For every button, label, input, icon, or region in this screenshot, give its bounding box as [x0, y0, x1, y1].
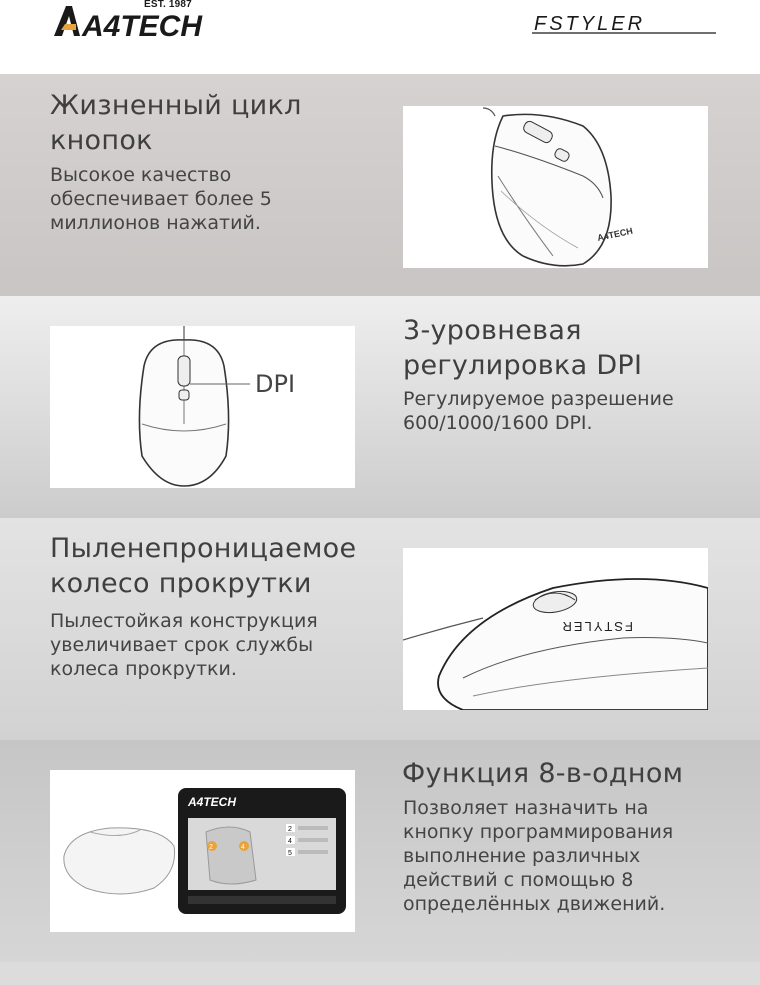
- brand-logo-text: A4TECH: [82, 10, 203, 42]
- section-title: 3-уровневая регулировка DPI: [403, 315, 643, 381]
- mouse-marker: 2: [209, 844, 213, 851]
- svg-text:DPI: DPI: [255, 370, 296, 398]
- software-image: [50, 770, 355, 932]
- software-slot: 4: [288, 838, 292, 845]
- mouse-sketch-image: [403, 106, 708, 268]
- section-description: Позволяет назначить на кнопку программирования выполнение различных действий с помощью 8 определённых движений.: [403, 797, 674, 915]
- section-description: Регулируемое разрешение 600/1000/1600 DPI.: [403, 388, 674, 434]
- section-title: Пыленепроницаемое колесо прокрутки: [50, 533, 357, 599]
- svg-text:A4TECH: A4TECH: [188, 795, 237, 809]
- section-description: Пылестойкая конструкция увеличивает срок службы колеса прокрутки.: [50, 610, 318, 680]
- mouse-dpi-image: [50, 326, 355, 488]
- page-header: [0, 0, 760, 74]
- section-title: Жизненный цикл кнопок: [50, 90, 302, 156]
- software-slot: 2: [288, 826, 292, 833]
- page-footer: [0, 962, 760, 985]
- svg-text:A4TECH: A4TECH: [596, 225, 634, 243]
- scroll-wheel-sketch-image: [403, 548, 708, 710]
- section-description: Высокое качество обеспечивает более 5 миллионов нажатий.: [50, 164, 272, 234]
- product-logo-text: FSTYLER: [534, 13, 646, 35]
- mouse-marker: 4: [241, 844, 245, 851]
- brand-est-label: EST. 1987: [144, 0, 192, 10]
- section-title: Функция 8-в-одном: [402, 758, 684, 789]
- fstyler-logo: [530, 8, 720, 38]
- software-slot: 5: [288, 850, 292, 857]
- svg-text:FSTYLER: FSTYLER: [560, 619, 633, 634]
